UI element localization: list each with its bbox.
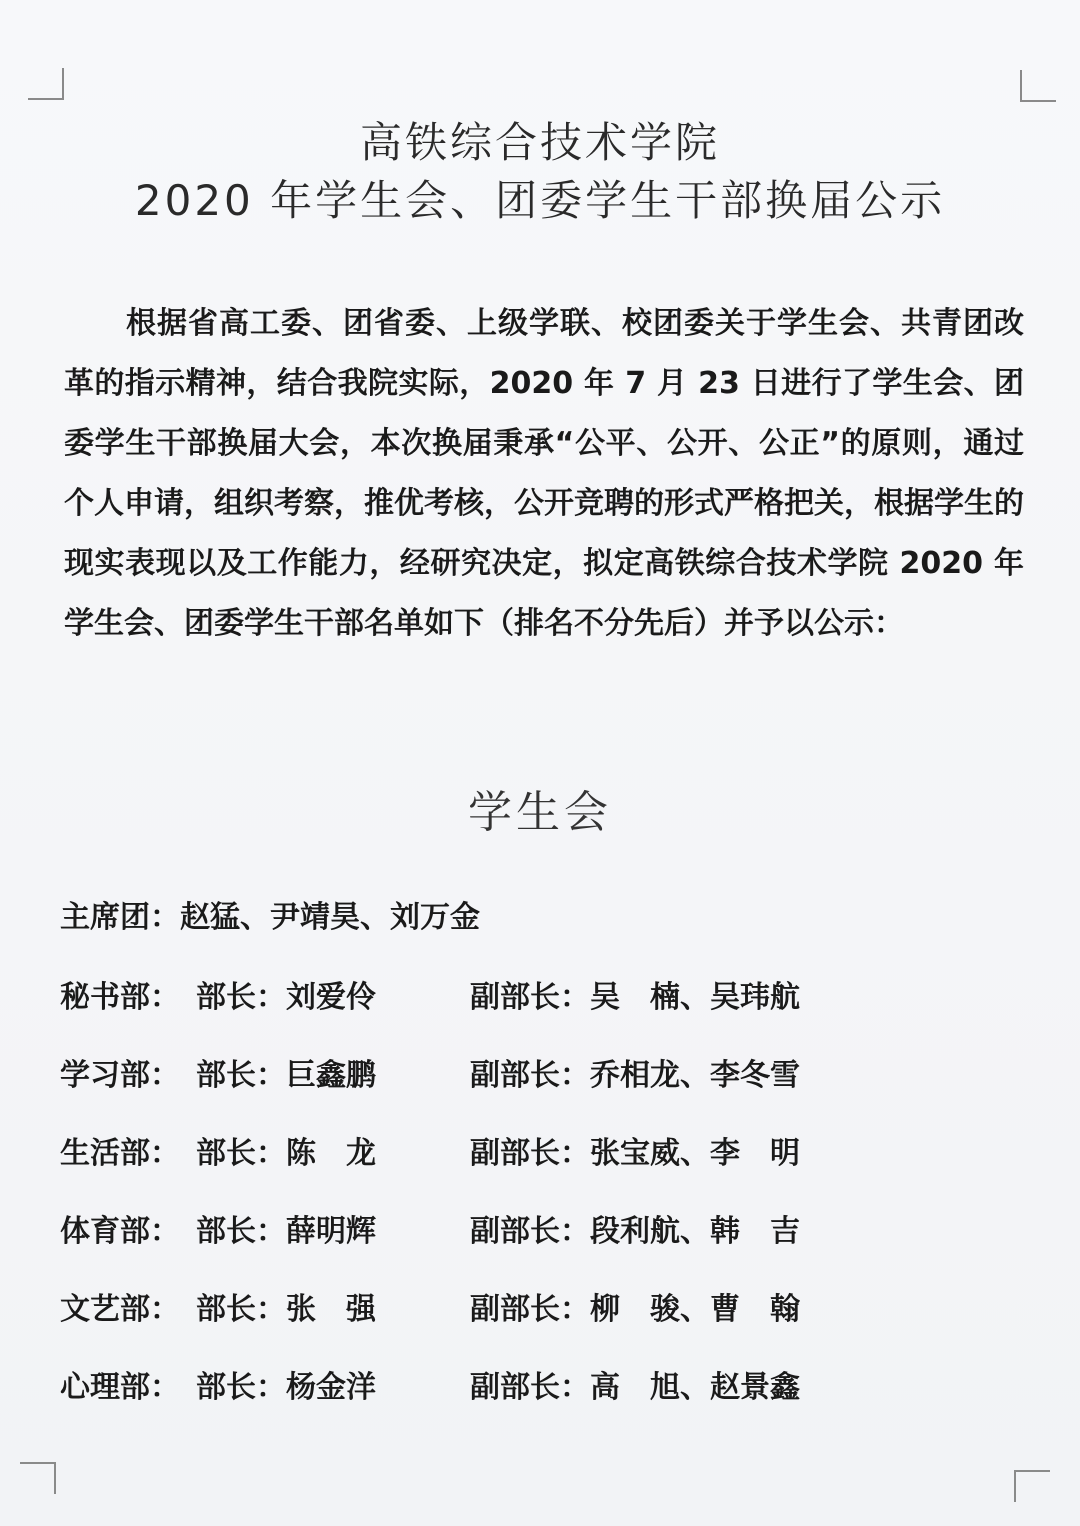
department-head: 部长：刘爱伶 (196, 980, 376, 1015)
department-deputies: 副部长：柳 骏、曹 翰 (470, 1292, 800, 1327)
department-head: 部长：薛明辉 (196, 1214, 376, 1249)
department-deputies: 副部长：高 旭、赵景鑫 (470, 1370, 800, 1405)
department-deputies: 副部长：段利航、韩 吉 (470, 1214, 800, 1249)
department-head: 部长：陈 龙 (196, 1136, 376, 1171)
department-name: 生活部： (60, 1136, 180, 1171)
department-head: 部长：巨鑫鹏 (196, 1058, 376, 1093)
department-name: 文艺部： (60, 1292, 180, 1327)
department-row (60, 972, 1020, 1016)
department-name: 体育部： (60, 1214, 180, 1249)
department-row (60, 1206, 1020, 1250)
crop-mark-bottom-right (1014, 1470, 1050, 1502)
department-row (60, 1050, 1020, 1094)
department-name: 心理部： (60, 1370, 180, 1405)
crop-mark-top-right (1020, 70, 1056, 102)
department-deputies: 副部长：张宝威、李 明 (470, 1136, 800, 1171)
department-head: 部长：杨金洋 (196, 1370, 376, 1405)
presidium-line: 主席团：赵猛、尹靖昊、刘万金 (60, 900, 480, 935)
crop-mark-top-left (28, 68, 64, 100)
department-row (60, 1128, 1020, 1172)
department-deputies: 副部长：乔相龙、李冬雪 (470, 1058, 800, 1093)
document-title-line1: 高铁综合技术学院 (359, 118, 720, 167)
crop-mark-bottom-left (20, 1462, 56, 1494)
department-name: 秘书部： (60, 980, 180, 1015)
announcement-paragraph: 根据省高工委、团省委、上级学联、校团委关于学生会、共青团改革的指示精神，结合我院实际，2020 年 7 月 23 日进行了学生会、团委学生干部换届大会，本次换届秉承“公平、公开、公正”的原则，通过个人申请，组织考察，推优考核，公开竞聘的形式严格把关，根据学生的现实表现以及工作能力，经研究决定，拟定高铁综合技术学院 2020 年学生会、团委学生干部名单如下（排名不分先后）并予以公示： (64, 306, 1024, 641)
document-title-line2: 2020 年学生会、团委学生干部换届公示 (134, 176, 946, 225)
department-head: 部长：张 强 (196, 1292, 376, 1327)
department-name: 学习部： (60, 1058, 180, 1093)
department-deputies: 副部长：吴 楠、吴玮航 (470, 980, 800, 1015)
section-title: 学生会 (468, 787, 612, 838)
department-row (60, 1284, 1020, 1328)
department-row (60, 1362, 1020, 1406)
